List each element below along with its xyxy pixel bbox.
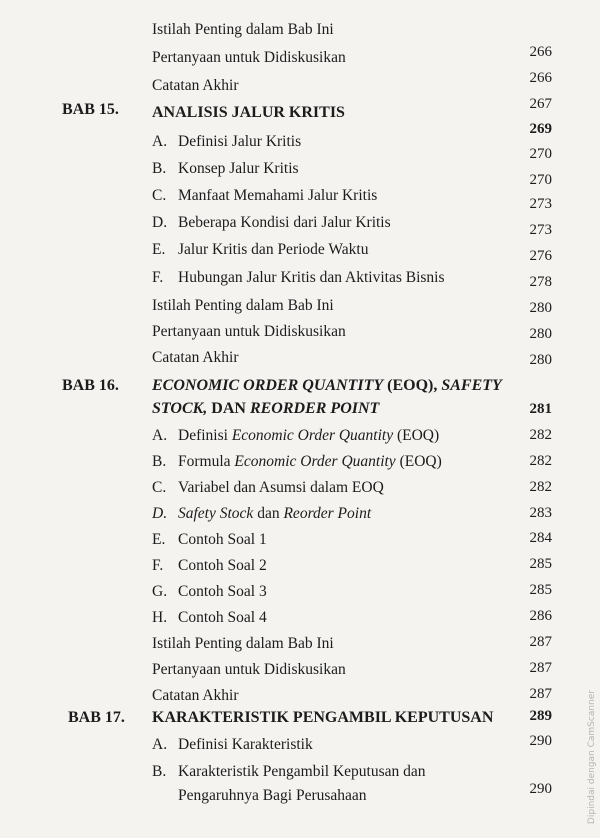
entry-text: (EOQ): [393, 427, 440, 444]
entry-text: Karakteristik Pengambil Keputusan dan: [178, 763, 426, 780]
toc-entry-16c: [152, 478, 384, 498]
chapter-title-17: KARAKTERISTIK PENGAMBIL KEPUTUSAN: [152, 709, 494, 726]
toc-entry-catatan-16: Catatan Akhir: [152, 687, 239, 704]
toc-entry-istilah-14: Istilah Penting dalam Bab Ini: [152, 21, 334, 38]
entry-letter: C.: [152, 187, 167, 204]
chapter-title-15: ANALISIS JALUR KRITIS: [152, 104, 345, 121]
entry-text: Definisi Karakteristik: [178, 736, 313, 753]
entry-letter: G.: [152, 583, 168, 600]
entry-letter: B.: [152, 763, 167, 780]
toc-entry-15c: [152, 186, 377, 206]
page-number: 287: [529, 686, 552, 702]
page-number: 283: [529, 505, 552, 521]
page-number: 287: [529, 660, 552, 676]
toc-entry-17b-cont: Pengaruhnya Bagi Perusahaan: [178, 787, 367, 804]
page-number: 280: [529, 300, 552, 316]
entry-letter: A.: [152, 427, 168, 444]
toc-entry-pertanyaan-14: Pertanyaan untuk Didiskusikan: [152, 49, 346, 66]
toc-entry-istilah-16: Istilah Penting dalam Bab Ini: [152, 635, 334, 652]
entry-text: Contoh Soal 1: [178, 531, 267, 548]
entry-text: Konsep Jalur Kritis: [178, 160, 299, 177]
toc-entry-15e: [152, 240, 368, 260]
toc-entry-16g: [152, 582, 267, 602]
entry-text-italic: Reorder Point: [283, 505, 372, 522]
chapter-label-15: BAB 15.: [62, 101, 119, 118]
entry-text: Contoh Soal 4: [178, 609, 267, 626]
toc-entry-15a: [152, 132, 301, 152]
title-part: SAFETY: [441, 377, 502, 394]
entry-text: Contoh Soal 2: [178, 557, 267, 574]
entry-text: dan: [253, 505, 284, 522]
page-number: 266: [529, 70, 552, 86]
entry-letter: A.: [152, 736, 168, 753]
entry-text-italic: Safety Stock: [178, 505, 254, 522]
entry-text: Definisi Jalur Kritis: [178, 133, 302, 150]
chapter-label-16: BAB 16.: [62, 377, 119, 394]
page-number: 266: [529, 44, 552, 60]
entry-text: Definisi: [178, 427, 232, 444]
page-number: 285: [529, 556, 552, 572]
page-number: 276: [529, 248, 552, 264]
toc-entry-istilah-15: Istilah Penting dalam Bab Ini: [152, 297, 334, 314]
entry-letter: E.: [152, 531, 166, 548]
chapter-label-17: BAB 17.: [68, 709, 125, 726]
toc-entry-16b: [152, 452, 442, 472]
page-number: 289: [529, 708, 552, 724]
page-number: 273: [529, 196, 552, 212]
toc-entry-15b: [152, 159, 299, 179]
entry-text: Manfaat Memahami Jalur Kritis: [178, 187, 378, 204]
page-number: 269: [529, 121, 552, 137]
entry-text: Jalur Kritis dan Periode Waktu: [178, 241, 369, 258]
page-number: 267: [529, 96, 552, 112]
title-part: DAN: [207, 400, 250, 417]
page-number: 285: [529, 582, 552, 598]
toc-entry-16f: [152, 556, 267, 576]
page-number: 282: [529, 479, 552, 495]
entry-text: (EOQ): [395, 453, 442, 470]
entry-letter: H.: [152, 609, 168, 626]
toc-entry-17a: [152, 735, 313, 755]
page-number: 290: [529, 733, 552, 749]
entry-letter: C.: [152, 479, 167, 496]
toc-entry-catatan-15: Catatan Akhir: [152, 349, 239, 366]
title-part: ECONOMIC ORDER QUANTITY: [152, 377, 384, 394]
entry-letter: B.: [152, 160, 167, 177]
toc-entry-16h: [152, 608, 267, 628]
page-number: 281: [529, 401, 552, 417]
toc-entry-16d: [152, 504, 371, 524]
page-number: 280: [529, 326, 552, 342]
title-part: (EOQ),: [383, 377, 442, 394]
toc-entry-17b: [152, 762, 426, 782]
toc-entry-16a: [152, 426, 439, 446]
page-number: 282: [529, 453, 552, 469]
title-part: STOCK,: [152, 400, 208, 417]
entry-text: Hubungan Jalur Kritis dan Aktivitas Bisnis: [178, 269, 445, 286]
page-number: 270: [529, 172, 552, 188]
entry-text: Formula: [178, 453, 235, 470]
entry-text-italic: Economic Order Quantity: [231, 427, 394, 444]
page-number: 280: [529, 352, 552, 368]
entry-letter: E.: [152, 241, 166, 258]
toc-entry-15d: [152, 213, 391, 233]
page-number: 273: [529, 222, 552, 238]
entry-letter: B.: [152, 453, 167, 470]
page-number: 290: [529, 781, 552, 797]
page-number: 284: [529, 530, 552, 546]
page-number: 286: [529, 608, 552, 624]
entry-letter: D.: [152, 505, 168, 522]
entry-text: Beberapa Kondisi dari Jalur Kritis: [178, 214, 391, 231]
entry-text-italic: Economic Order Quantity: [234, 453, 396, 470]
entry-letter: F.: [152, 269, 164, 286]
entry-letter: D.: [152, 214, 168, 231]
page-number: 270: [529, 146, 552, 162]
entry-letter: F.: [152, 557, 164, 574]
toc-entry-16e: [152, 530, 267, 550]
title-part: REORDER POINT: [249, 400, 380, 417]
page-number: 287: [529, 634, 552, 650]
chapter-title-16-line1: [152, 376, 502, 396]
entry-text: Contoh Soal 3: [178, 583, 267, 600]
toc-entry-pertanyaan-15: Pertanyaan untuk Didiskusikan: [152, 323, 346, 340]
scanner-watermark: Dipindai dengan CamScanner: [587, 690, 597, 825]
toc-entry-catatan-14: Catatan Akhir: [152, 77, 239, 94]
chapter-title-16-line2: [152, 399, 379, 419]
toc-entry-pertanyaan-16: Pertanyaan untuk Didiskusikan: [152, 661, 346, 678]
page-number: 282: [529, 427, 552, 443]
toc-entry-15f: [152, 268, 445, 288]
page-number: 278: [529, 274, 552, 290]
entry-text: Variabel dan Asumsi dalam EOQ: [178, 479, 384, 496]
entry-letter: A.: [152, 133, 168, 150]
